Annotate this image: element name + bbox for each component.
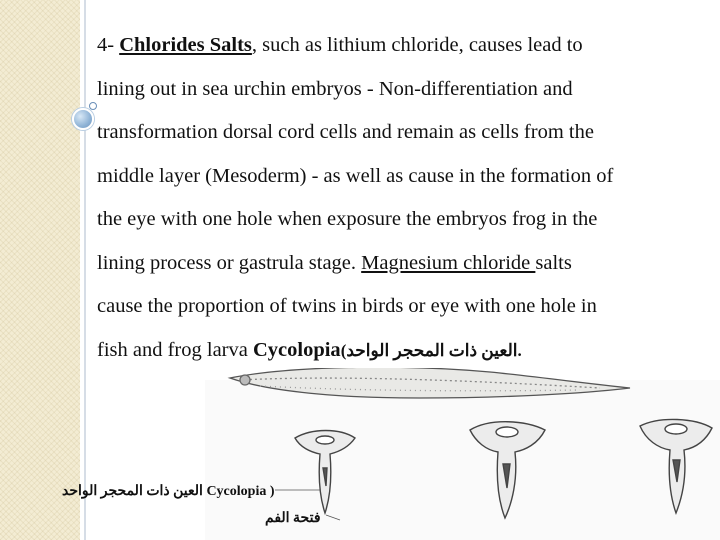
paragraph-line-1	[97, 24, 697, 68]
paragraph-line-5: the eye with one hole when exposure the embryos frog in the	[97, 208, 598, 230]
line-1-text: , such as lithium chloride, causes lead to	[251, 34, 583, 56]
caption-cycolopia: ( Cycolopia العين ذات المحجر الواحد	[62, 484, 275, 499]
caption-mouth-opening: فتحة الفم	[265, 511, 321, 526]
arabic-term: .العين ذات المحجر الواحد)	[340, 340, 522, 360]
line-8-text: fish and frog larva	[97, 338, 253, 361]
term-chlorides-salts: Chlorides Salts	[119, 34, 252, 56]
decorative-side-band	[0, 0, 80, 540]
margin-divider	[84, 0, 86, 540]
item-number: 4-	[97, 34, 120, 56]
paragraph-line-8	[97, 329, 697, 373]
paragraph-line-2: lining out in sea urchin embryos - Non-differentiation and	[97, 77, 573, 100]
slide-paragraph	[97, 24, 697, 372]
paragraph-line-3: transformation dorsal cord cells and remain as cells from the	[97, 121, 594, 143]
small-circle-ornament	[89, 102, 97, 110]
line-6-text: lining process or gastrula stage.	[97, 251, 362, 274]
paragraph-line-7: cause the proportion of twins in birds or eye with one hole in	[97, 295, 597, 317]
line-6-end: salts	[535, 251, 572, 274]
large-circle-ornament	[72, 108, 94, 130]
term-cycolopia: Cycolopia	[252, 338, 341, 361]
paragraph-line-4: middle layer (Mesoderm) - as well as cause in the formation of	[97, 164, 614, 187]
paragraph-line-6	[97, 242, 697, 286]
term-magnesium-chloride: Magnesium chloride	[361, 251, 536, 274]
